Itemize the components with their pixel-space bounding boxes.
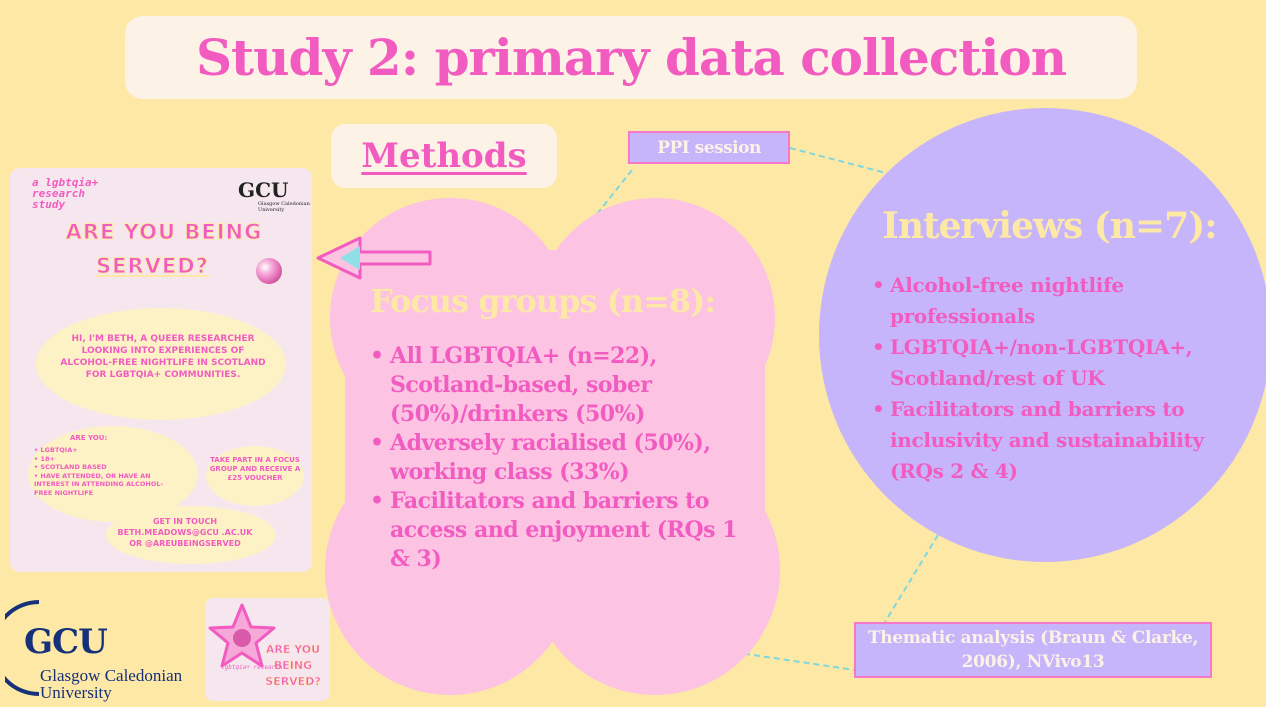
recruitment-poster [10, 168, 312, 572]
poster-headline: ARE YOU BEING [65, 220, 263, 244]
interviews-item: • Facilitators and barriers to inclusivity and sustainability (RQs 2 & 4) [870, 394, 1240, 487]
interviews-title: Interviews (n=7): [882, 205, 1217, 247]
poster-requirement: • HAVE ATTENDED, OR HAVE AN INTEREST IN ATTENDING ALCOHOL-FREE NIGHTLIFE [34, 471, 164, 497]
interview-ta-connector-line [885, 535, 938, 622]
poster-gcu-subtitle: Glasgow Caledonian University [258, 201, 310, 213]
focus-groups-list [368, 342, 738, 574]
badge-text: ARE YOU BEING SERVED? [265, 643, 321, 688]
poster-served: SERVED? [96, 254, 209, 278]
poster-tag: a lgbtqia+ research study [32, 176, 99, 211]
poster-take-part: TAKE PART IN A FOCUS GROUP AND RECEIVE A £25 VOUCHER [209, 456, 301, 482]
interviews-item: • LGBTQIA+/non-LGBTQIA+, Scotland/rest of UK [870, 332, 1240, 394]
poster-contact: GET IN TOUCH BETH.MEADOWS@GCU .AC.UK OR @AREUBEINGSERVED [117, 517, 253, 548]
badge-tag: lgbtqia+ research [221, 664, 283, 671]
page-title: Study 2: primary data collection [195, 28, 1067, 87]
thematic-analysis-label [854, 622, 1212, 678]
gcu-logo-name [40, 667, 182, 701]
disco-ball-icon [256, 258, 282, 284]
focus-groups-item: • Adversely racialised (50%), working class (33%) [368, 429, 738, 487]
focus-groups-title: Focus groups (n=8): [370, 282, 716, 320]
poster-requirements [34, 446, 164, 497]
poster-intro: HI, I'M BETH, A QUEER RESEARCHER LOOKING INTO EXPERIENCES OF ALCOHOL-FREE NIGHTLIFE IN SCOTLAND FOR LGBTQIA+ COMMUNITIES. [60, 334, 266, 380]
ppi-session-text: PPI session [657, 137, 761, 158]
poster-requirement: • LGBTQIA+ [34, 446, 78, 454]
gcu-logo-letters: GCU [24, 622, 107, 662]
focus-groups-item: • All LGBTQIA+ (n=22), Scotland-based, sober (50%)/drinkers (50%) [368, 342, 738, 429]
thematic-analysis-text: Thematic analysis (Braun & Clarke, 2006), NVivo13 [867, 628, 1199, 672]
methods-heading: Methods [361, 136, 527, 176]
focus-groups-item: • Facilitators and barriers to access and enjoyment (RQs 1 & 3) [368, 487, 738, 574]
poster-requirement: • SCOTLAND BASED [34, 463, 107, 471]
poster-are-you: ARE YOU: [70, 434, 108, 442]
poster-requirement: • 18+ [34, 454, 55, 463]
ppi-session-label [628, 131, 790, 164]
poster-gcu-logo: GCU [238, 178, 289, 202]
interviews-list [870, 270, 1240, 487]
interviews-item: • Alcohol-free nightlife professionals [870, 270, 1240, 332]
gcu-logo-line2: University [40, 683, 112, 702]
gcu-logo-line1: Glasgow Caledonian [40, 666, 183, 685]
